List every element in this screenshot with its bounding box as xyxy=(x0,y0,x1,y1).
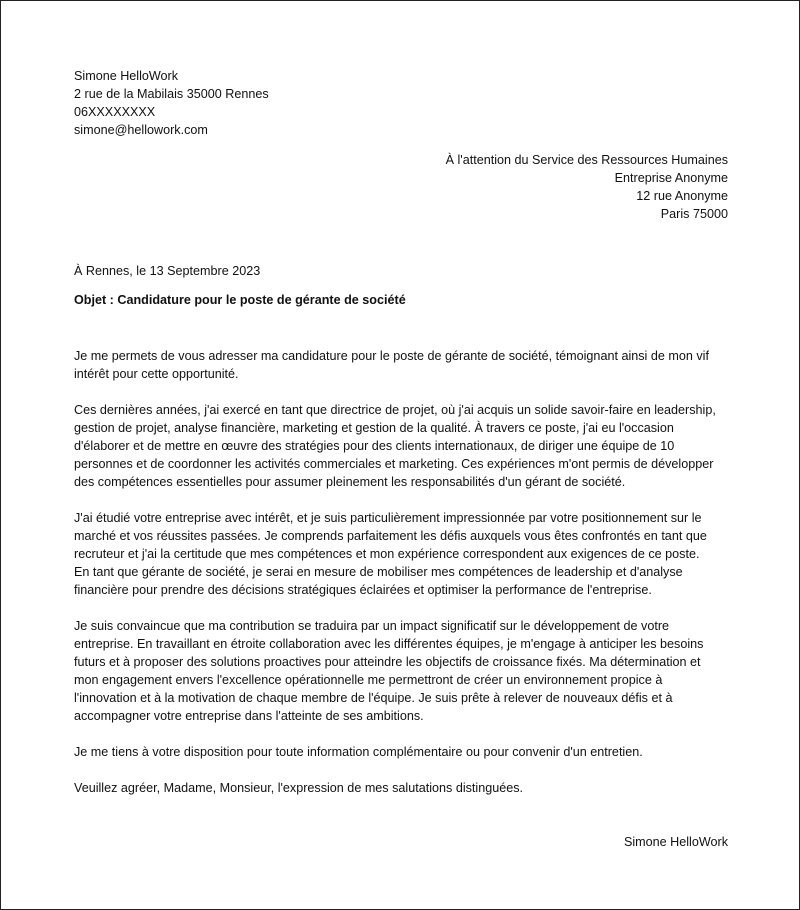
paragraph-line: J'ai étudié votre entreprise avec intérêt, et je suis particulièrement impressionnée par votre positionnement sur le xyxy=(74,511,702,525)
body-paragraph xyxy=(74,347,734,383)
sender-block xyxy=(74,67,734,139)
body-paragraph xyxy=(74,509,734,599)
paragraph-line: futurs et à proposer des solutions proactives pour atteindre les objectifs de croissance fixés. Ma détermination et xyxy=(74,655,701,669)
paragraph-line: accompagner votre entreprise dans l'atteinte de ses ambitions. xyxy=(74,709,424,723)
sender-email: simone@hellowork.com xyxy=(74,123,208,137)
recipient-company: Entreprise Anonyme xyxy=(614,171,728,185)
paragraph-line: recruteur et j'ai la certitude que mes compétences et mon expérience correspondent aux exigences de ce poste. xyxy=(74,547,700,561)
paragraph-line: Je me tiens à votre disposition pour toute information complémentaire ou pour convenir d'un entretien. xyxy=(74,745,643,759)
subject-line: Objet : Candidature pour le poste de gérante de société xyxy=(74,293,406,307)
body-paragraph xyxy=(74,779,734,797)
recipient-block xyxy=(74,151,728,223)
letter-body xyxy=(74,347,734,797)
paragraph-line: d'élaborer et de mettre en œuvre des stratégies pour des clients internationaux, de diriger une équipe de 10 xyxy=(74,439,675,453)
date-line: À Rennes, le 13 Septembre 2023 xyxy=(74,264,261,278)
paragraph-line: l'innovation et à la motivation de chaque membre de l'équipe. Je suis prête à relever de nouveaux défis et à xyxy=(74,691,673,705)
paragraph-line: financière pour prendre des décisions stratégiques éclairées et optimiser la performance de l'entreprise. xyxy=(74,583,652,597)
recipient-city: Paris 75000 xyxy=(660,207,728,221)
paragraph-line: Ces dernières années, j'ai exercé en tant que directrice de projet, où j'ai acquis un solide savoir-faire en leadership, xyxy=(74,403,716,417)
paragraph-line: entreprise. En travaillant en étroite collaboration avec les différentes équipes, je m'engage à anticiper les besoins xyxy=(74,637,704,651)
body-paragraph xyxy=(74,617,734,725)
recipient-street: 12 rue Anonyme xyxy=(636,189,728,203)
paragraph-line: mon engagement envers l'excellence opérationnelle me permettront de créer un environnement propice à xyxy=(74,673,663,687)
paragraph-line: gestion de projet, analyse financière, marketing et gestion de la qualité. À travers ce poste, j'ai eu l'occasion xyxy=(74,421,674,435)
paragraph-line: Je me permets de vous adresser ma candidature pour le poste de gérante de société, témoignant ainsi de mon vif xyxy=(74,349,709,363)
signature: Simone HelloWork xyxy=(623,835,728,849)
paragraph-line: En tant que gérante de société, je serai en mesure de mobiliser mes compétences de leadership et d'analyse xyxy=(74,565,683,579)
recipient-attention: À l'attention du Service des Ressources Humaines xyxy=(445,153,728,167)
letter-content xyxy=(74,67,734,851)
paragraph-line: des compétences essentielles pour assumer pleinement les responsabilités d'un gérant de société. xyxy=(74,475,626,489)
sender-address: 2 rue de la Mabilais 35000 Rennes xyxy=(74,87,269,101)
body-paragraph xyxy=(74,401,734,491)
sender-name: Simone HelloWork xyxy=(74,69,179,83)
sender-phone: 06XXXXXXXX xyxy=(74,105,156,119)
paragraph-line: marché et vos réussites passées. Je comprends parfaitement les défis auxquels vous êtes confrontés en tant que xyxy=(74,529,707,543)
paragraph-line: Je suis convaincue que ma contribution se traduira par un impact significatif sur le développement de votre xyxy=(74,619,670,633)
body-paragraph xyxy=(74,743,734,761)
paragraph-line: personnes et de coordonner les activités commerciales et marketing. Ces expériences m'ont permis de développer xyxy=(74,457,714,471)
paragraph-line: intérêt pour cette opportunité. xyxy=(74,367,239,381)
paragraph-line: Veuillez agréer, Madame, Monsieur, l'expression de mes salutations distinguées. xyxy=(74,781,524,795)
